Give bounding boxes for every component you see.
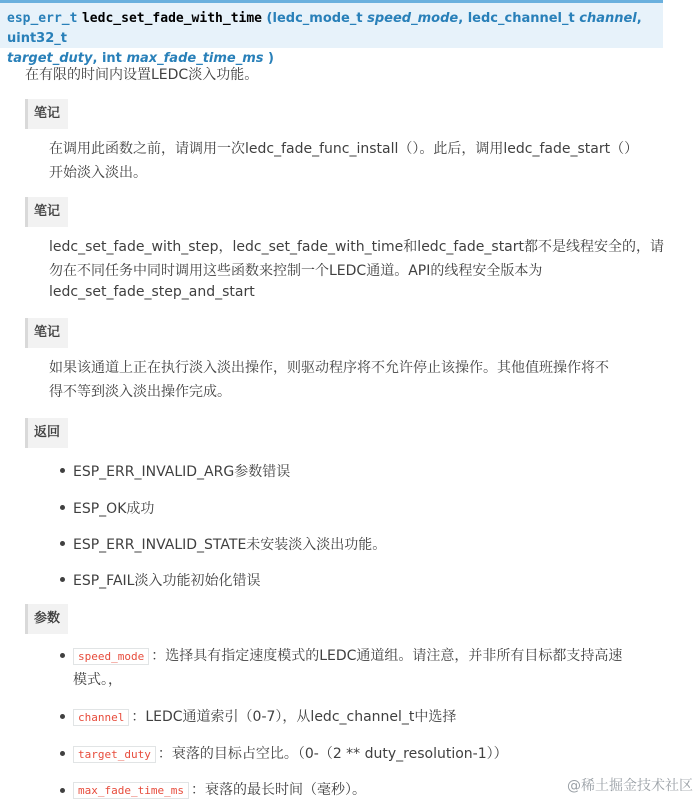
parameters-rubric: 参数 — [25, 604, 68, 634]
list-bullet — [60, 751, 65, 756]
note-text-line: 勿在不同任务中同时调用这些函数来控制一个LEDC通道。API的线程安全版本为 — [49, 263, 543, 279]
note-text-line: ledc_set_fade_with_step，ledc_set_fade_with_time和ledc_fade_start都不是线程安全的，请 — [49, 239, 665, 255]
param-sep: , — [92, 51, 98, 66]
param-name: channel — [579, 11, 637, 26]
list-bullet — [60, 577, 65, 582]
note-text-line: 开始淡入淡出。 — [49, 165, 147, 181]
param-code: channel — [73, 709, 129, 726]
param-name: speed_mode — [367, 11, 459, 26]
param-type: ledc_mode_t — [272, 11, 363, 26]
param-type: ledc_channel_t — [467, 11, 575, 26]
param-desc-continuation: 模式。， — [73, 672, 122, 688]
open-paren: ( — [266, 11, 273, 26]
param-sep: , — [636, 11, 642, 26]
list-bullet — [60, 468, 65, 473]
param-item — [73, 743, 508, 763]
return-type: esp_err_t — [7, 11, 78, 26]
note-text-line: ledc_set_fade_step_and_start — [49, 284, 255, 300]
note-rubric: 笔记 — [25, 197, 68, 227]
list-bullet — [60, 653, 65, 658]
list-bullet — [60, 714, 65, 719]
param-sep: , — [458, 11, 464, 26]
param-item — [73, 645, 622, 665]
param-type: uint32_t — [7, 31, 67, 46]
param-name: target_duty — [7, 51, 93, 66]
list-bullet — [60, 788, 65, 793]
watermark: @稀土掘金技术社区 — [567, 778, 693, 794]
returns-rubric: 返回 — [25, 418, 68, 448]
param-code: speed_mode — [73, 648, 149, 665]
return-item: ESP_ERR_INVALID_STATE未安装淡入淡出功能。 — [73, 537, 387, 553]
param-desc: ：选择具有指定速度模式的LEDC通道组。请注意，并非所有目标都支持高速 — [151, 648, 623, 664]
return-item: ESP_OK成功 — [73, 501, 155, 517]
param-desc: ：衰落的最长时间（毫秒）。 — [190, 782, 366, 798]
param-item — [73, 706, 456, 726]
function-signature — [0, 0, 663, 66]
return-item: ESP_ERR_INVALID_ARG参数错误 — [73, 464, 291, 480]
close-paren: ) — [268, 51, 274, 66]
param-item — [73, 779, 366, 799]
note-text-line: 如果该通道上正在执行淡入淡出操作，则驱动程序将不允许停止该操作。其他值班操作将不 — [49, 360, 609, 376]
param-code: target_duty — [73, 746, 156, 763]
note-rubric: 笔记 — [25, 99, 68, 129]
param-desc: ：LEDC通道索引（0-7），从ledc_channel_t中选择 — [131, 709, 457, 725]
return-item: ESP_FAIL淡入功能初始化错误 — [73, 573, 261, 589]
param-desc: ：衰落的目标占空比。（0-（2 ** duty_resolution-1）） — [157, 746, 508, 762]
note-rubric: 笔记 — [25, 318, 68, 348]
function-description: 在有限的时间内设置LEDC淡入功能。 — [25, 67, 259, 83]
function-name: ledc_set_fade_with_time — [81, 11, 262, 26]
param-type: int — [101, 51, 122, 66]
list-bullet — [60, 541, 65, 546]
note-text-line: 在调用此函数之前，请调用一次ledc_fade_func_install（）。此后，调用ledc_fade_start（） — [49, 141, 639, 157]
list-bullet — [60, 505, 65, 510]
param-code: max_fade_time_ms — [73, 782, 189, 799]
note-text-line: 得不等到淡入淡出操作完成。 — [49, 384, 231, 400]
param-name: max_fade_time_ms — [126, 51, 264, 66]
